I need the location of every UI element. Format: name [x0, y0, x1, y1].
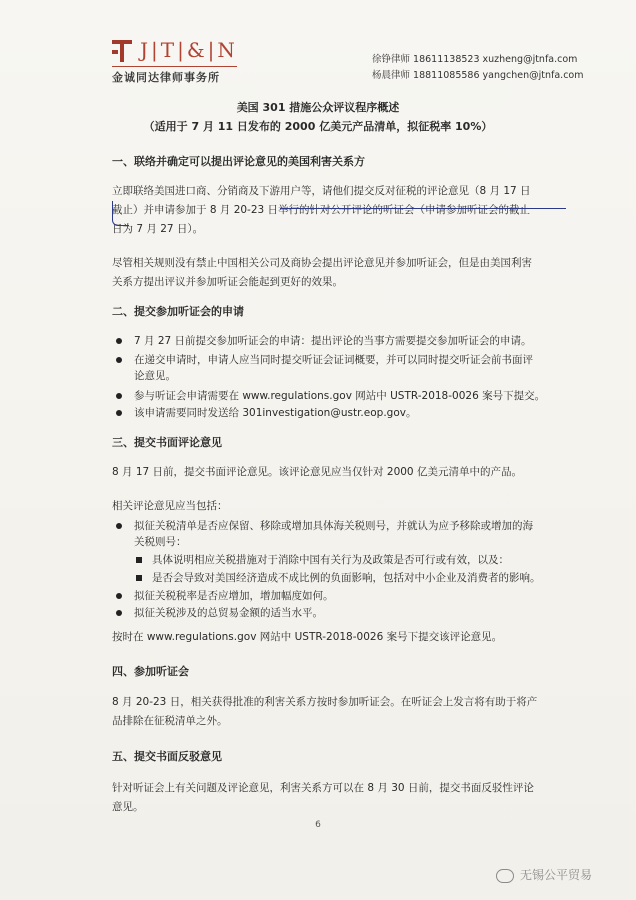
s3-p3: 按时在 www.regulations.gov 网站中 USTR-2018-0026 案号下提交该评论意见。: [112, 631, 503, 643]
section-4-heading: 四、参加听证会: [112, 665, 189, 678]
s1-p2-line1: 尽管相关规则没有禁止中国相关公司及商协会提出评论意见并参加听证会，但是由美国利害: [112, 257, 532, 269]
s3-bullet-2: 拟征关税税率是否应增加，增加幅度如何。: [116, 588, 334, 603]
s1-p2-line2: 关系方提出评议并参加听证会能起到更好的效果。: [112, 276, 343, 288]
wechat-icon: [496, 869, 514, 883]
bullet-icon: [116, 338, 122, 344]
s5-p1-line2: 意见。: [112, 801, 144, 813]
bullet-icon: [116, 357, 122, 363]
s4-p1-line1: 8 月 20-23 日，相关获得批准的利害关系方按时参加听证会。在听证会上发言将有助于将产: [112, 696, 538, 708]
s3-bullet-3: 拟征关税涉及的总贸易金额的适当水平。: [116, 605, 323, 620]
page-number: 6: [315, 820, 321, 830]
section-1-heading: 一、联络并确定可以提出评论意见的美国利害关系方: [112, 155, 365, 168]
s3-subbullet-1: 具体说明相应关税措施对于消除中国有关行为及政策是否可行或有效，以及：: [136, 552, 509, 567]
s2-bullet-2-cont: 论意见。: [134, 370, 176, 382]
square-bullet-icon: [136, 575, 142, 581]
s2-bullet-2: 在递交申请时，申请人应当同时提交听证会证词概要，并可以同时提交听证会前书面评: [116, 352, 533, 367]
contact-block: [372, 52, 584, 84]
s3-p1: 8 月 17 日前，提交书面评论意见。该评论意见应当仅针对 2000 亿美元清单中的产品。: [112, 466, 522, 478]
s1-p1-line3: 日为 7 月 27 日）。: [112, 223, 204, 235]
s1-p1-line2: 截止）并申请参加于 8 月 20-23 日举行的针对公开评论的听证会（申请参加听证会的截止: [112, 204, 531, 216]
bullet-icon: [116, 523, 122, 529]
section-2-heading: 二、提交参加听证会的申请: [112, 305, 244, 318]
s2-bullet-3: 参与听证会申请需要在 www.regulations.gov 网站中 USTR-2018-0026 案号下提交。: [116, 388, 545, 403]
square-bullet-icon: [136, 557, 142, 563]
s5-p1-line1: 针对听证会上有关问题及评论意见，利害关系方可以在 8 月 30 日前，提交书面反驳性评论: [112, 782, 534, 794]
logo-divider: [112, 66, 237, 67]
pen-bracket: [112, 201, 129, 226]
logo-letters: J|T|&|N: [140, 38, 238, 62]
logo-mark-icon: [112, 40, 134, 62]
bullet-icon: [116, 610, 122, 616]
document-title: 美国 301 措施公众评议程序概述: [236, 101, 400, 114]
bullet-icon: [116, 393, 122, 399]
bullet-icon: [116, 593, 122, 599]
watermark: 无锡公平贸易: [496, 866, 592, 883]
s3-bullet-1: 拟征关税清单是否应保留、移除或增加具体海关税则号，并就认为应予移除或增加的海: [116, 518, 533, 533]
section-3-heading: 三、提交书面评论意见: [112, 436, 222, 449]
s3-bullet-1-cont: 关税则号：: [134, 536, 187, 548]
contact-1: 徐铮律师 18611138523 xuzheng@jtnfa.com: [372, 54, 578, 65]
section-5-heading: 五、提交书面反驳意见: [112, 750, 222, 763]
s2-bullet-1: 7 月 27 日前提交参加听证会的申请：提出评论的当事方需要提交参加听证会的申请。: [116, 333, 532, 348]
s3-p2: 相关评论意见应当包括：: [112, 500, 228, 512]
firm-name: 金诚同达律师事务所: [112, 71, 220, 84]
s2-bullet-4: 该申请需要同时发送给 301investigation@ustr.eop.gov。: [116, 405, 416, 420]
firm-logo: [112, 38, 252, 88]
bullet-icon: [116, 410, 122, 416]
s3-subbullet-2: 是否会导致对美国经济造成不成比例的负面影响，包括对中小企业及消费者的影响。: [136, 570, 541, 585]
contact-2: 杨晨律师 18811085586 yangchen@jtnfa.com: [372, 70, 584, 81]
pen-underline: [280, 205, 566, 209]
s4-p1-line2: 品排除在征税清单之外。: [112, 715, 228, 727]
s1-p1-line1: 立即联络美国进口商、分销商及下游用户等，请他们提交反对征税的评论意见（8 月 17 日: [112, 185, 531, 197]
document-subtitle: （适用于 7 月 11 日发布的 2000 亿美元产品清单，拟征税率 10%）: [143, 120, 493, 133]
